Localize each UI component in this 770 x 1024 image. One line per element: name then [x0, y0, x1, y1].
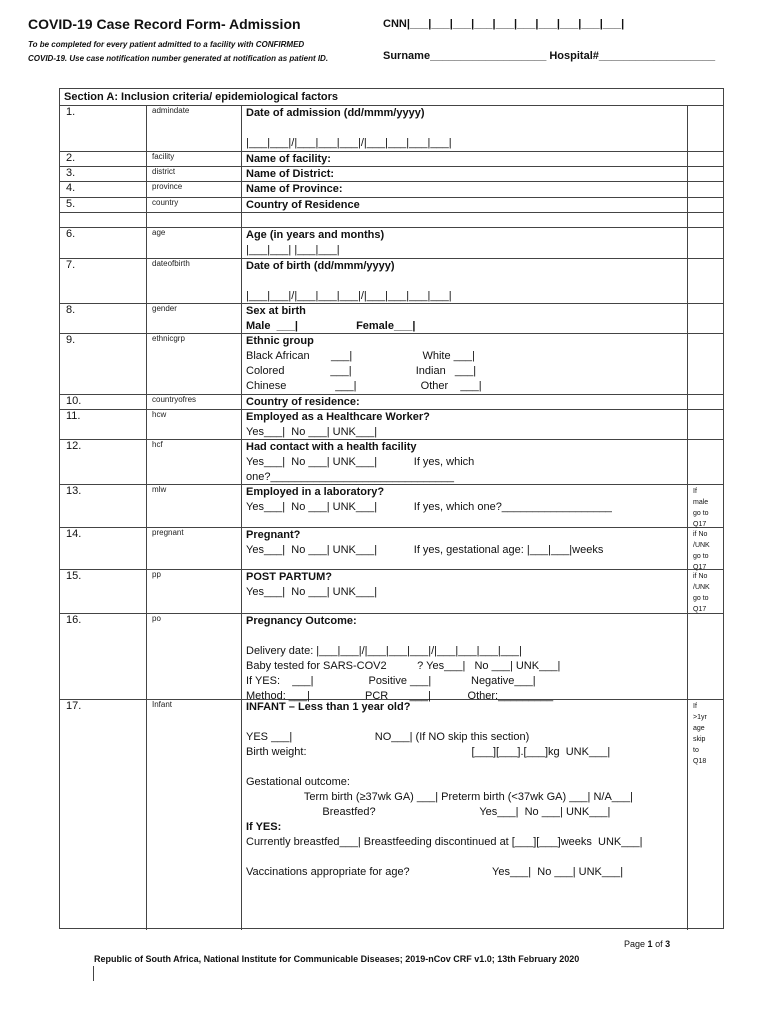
answer-line[interactable] [246, 121, 249, 136]
question-label: Country of residence: [246, 396, 360, 408]
section-a-heading: Section A: Inclusion criteria/ epidemiological factors [64, 91, 339, 103]
column-divider [241, 105, 242, 930]
variable-name: gender [152, 304, 177, 313]
question-label: Age (in years and months) [246, 229, 385, 241]
answer-line[interactable]: Breastfed? Yes___| No ___| UNK___| [246, 806, 611, 818]
section-b-row [60, 213, 723, 226]
variable-name: age [152, 228, 166, 237]
form-instructions: To be completed for every patient admitted to a facility with CONFIRMED COVID-19. Use case notification number generated at notification as patient ID. [28, 40, 329, 63]
variable-name: ethnicgrp [152, 334, 185, 343]
row-number: 16. [66, 614, 82, 626]
skip-note: If male go to Q17 [693, 488, 709, 528]
row-number: 17. [66, 700, 82, 712]
answer-line[interactable]: Birth weight: [___][___].[___]kg UNK___| [246, 746, 611, 758]
answer-line[interactable]: Yes___| No ___| UNK___| [246, 426, 378, 438]
row-number: 8. [66, 304, 76, 316]
row-number: 3. [66, 167, 76, 179]
question-label: Date of admission (dd/mmm/yyyy) [246, 107, 425, 119]
variable-name: admindate [152, 106, 190, 115]
answer-line[interactable]: If YES: ___| Positive ___| Negative___| [246, 675, 536, 687]
page-number [624, 939, 670, 949]
form-title: COVID-19 Case Record Form- Admission [28, 16, 301, 32]
answer-line[interactable]: one?______________________________ [246, 471, 455, 483]
skip-note: if No /UNK go to Q17 [693, 531, 710, 571]
page-total: 3 [665, 939, 671, 949]
row-number: 15. [66, 570, 82, 582]
answer-line[interactable]: Gestational outcome: [246, 776, 350, 788]
answer-line[interactable]: Male ___| Female___| [246, 320, 416, 332]
skip-note: if No /UNK go to Q17 [693, 573, 710, 613]
row-number: 14. [66, 528, 82, 540]
row-number: 5. [66, 198, 76, 210]
variable-name: mlw [152, 485, 167, 494]
question-label: POST PARTUM? [246, 571, 332, 583]
page-label: Page [624, 939, 646, 949]
answer-line[interactable]: Method: ___| PCR ___| Other:_________ [246, 690, 554, 702]
answer-line[interactable]: Yes___| No ___| UNK___| [246, 586, 378, 598]
variable-name: country [152, 198, 179, 207]
variable-name: province [152, 182, 183, 191]
variable-name: pp [152, 570, 161, 579]
question-label: Country of Residence [246, 199, 360, 211]
answer-line[interactable]: Colored ___| Indian ___| [246, 365, 477, 377]
column-divider [146, 105, 147, 930]
row-divider [60, 212, 723, 213]
question-label: Pregnant? [246, 529, 301, 541]
answer-line[interactable]: Vaccinations appropriate for age? Yes___| No ___| UNK___| [246, 866, 624, 878]
variable-name: Infant [152, 700, 173, 709]
answer-line[interactable]: |___|___|/|___|___|___|/|___|___|___|___| [246, 137, 452, 149]
answer-line[interactable]: Black African ___| White ___| [246, 350, 475, 362]
question-label: Date of birth (dd/mmm/yyyy) [246, 260, 395, 272]
row-number: 7. [66, 259, 76, 271]
answer-line[interactable]: Yes___| No ___| UNK___| If yes, which one?__________________ [246, 501, 612, 513]
variable-name: district [152, 167, 176, 176]
text-cursor [93, 966, 94, 981]
answer-line[interactable]: YES ___| NO___| (If NO skip this section) [246, 731, 530, 743]
answer-line[interactable]: If YES: [246, 821, 282, 833]
page-current: 1 [647, 939, 653, 949]
question-label: INFANT – Less than 1 year old? [246, 701, 411, 713]
variable-name: countryofres [152, 395, 197, 404]
surname-hospital-field[interactable]: Surname___________________ Hospital#___________________ [383, 50, 716, 62]
question-label: Had contact with a health facility [246, 441, 417, 453]
variable-name: facility [152, 152, 175, 161]
row-number: 1. [66, 106, 76, 118]
variable-name: hcf [152, 440, 163, 449]
question-label: Ethnic group [246, 335, 314, 347]
answer-line[interactable]: Chinese ___| Other ___| [246, 380, 482, 392]
variable-name: dateofbirth [152, 259, 190, 268]
answer-line[interactable]: Yes___| No ___| UNK___| If yes, gestational age: |___|___|weeks [246, 544, 604, 556]
answer-line[interactable]: Currently breastfed___| Breastfeeding discontinued at [___][___]weeks UNK___| [246, 836, 643, 848]
variable-name: po [152, 614, 161, 623]
cnn-field[interactable]: CNN|___|___|___|___|___|___|___|___|___|___| [383, 18, 625, 30]
question-label: Employed in a laboratory? [246, 486, 385, 498]
question-label: Name of facility: [246, 153, 331, 165]
row-number: 6. [66, 228, 76, 240]
answer-line[interactable]: Baby tested for SARS-COV2 ? Yes___| No ___| UNK___| [246, 660, 561, 672]
answer-line[interactable]: Term birth (≥37wk GA) ___| Preterm birth (<37wk GA) ___| N/A___| [246, 791, 634, 803]
skip-note: If >1yr age skip to Q18 [693, 703, 707, 765]
row-number: 13. [66, 485, 82, 497]
answer-line[interactable] [246, 850, 249, 865]
row-number: 10. [66, 395, 82, 407]
answer-line[interactable]: Delivery date: |___|___|/|___|___|___|/|___|___|___|___| [246, 645, 522, 657]
answer-line[interactable]: |___|___|/|___|___|___|/|___|___|___|___| [246, 290, 452, 302]
answer-line[interactable]: Yes___| No ___| UNK___| If yes, which [246, 456, 475, 468]
answer-line[interactable] [246, 629, 249, 644]
answer-line[interactable] [246, 274, 249, 289]
variable-name: pregnant [152, 528, 184, 537]
row-number: 11. [66, 410, 81, 422]
form-table [59, 88, 724, 929]
row-number: 12. [66, 440, 82, 452]
variable-name: hcw [152, 410, 167, 419]
question-label: Name of Province: [246, 183, 343, 195]
row-number: 4. [66, 182, 76, 194]
question-label: Pregnancy Outcome: [246, 615, 357, 627]
row-number: 9. [66, 334, 76, 346]
footer-text: Republic of South Africa, National Institute for Communicable Diseases; 2019-nCov CRF v1.0; 13th February 2020 [94, 954, 580, 964]
question-label: Name of District: [246, 168, 335, 180]
column-divider [687, 105, 688, 930]
answer-line[interactable] [246, 715, 249, 730]
row-number: 2. [66, 152, 76, 164]
answer-line[interactable] [246, 760, 249, 775]
page-of: of [655, 939, 663, 949]
question-label: Employed as a Healthcare Worker? [246, 411, 430, 423]
answer-line[interactable]: |___|___| |___|___| [246, 244, 340, 256]
question-label: Sex at birth [246, 305, 306, 317]
